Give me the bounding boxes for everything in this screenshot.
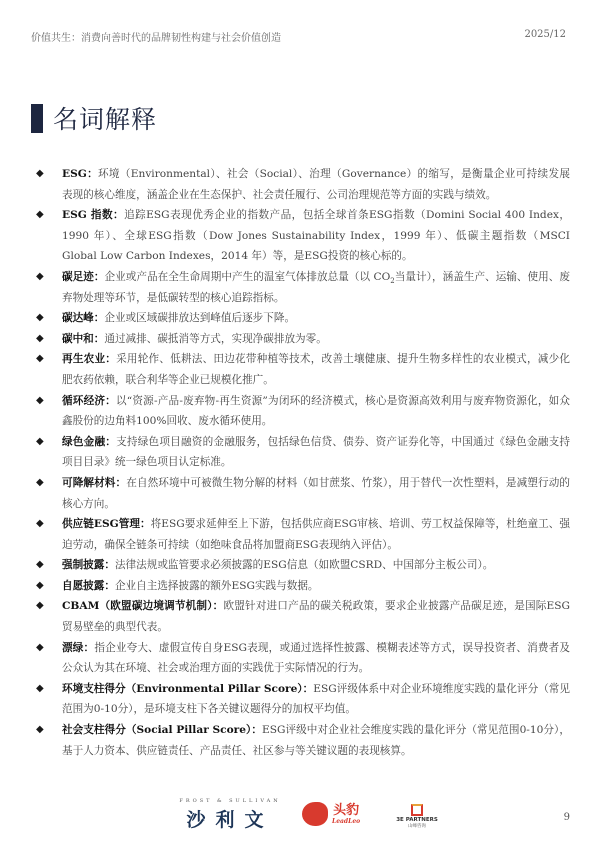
logo-text-en: 3E PARTNERS — [396, 817, 438, 823]
glossary-item — [36, 638, 570, 679]
glossary-term: 强制披露： — [62, 559, 115, 572]
diamond-bullet-icon: ◆ — [36, 312, 44, 324]
glossary-term: 再生农业： — [62, 353, 117, 366]
glossary-term: 可降解材料： — [62, 476, 127, 489]
glossary-term: ESG： — [62, 168, 99, 180]
document-title-header: 价值共生：消费向善时代的品牌韧性构建与社会价值创造 — [31, 33, 281, 44]
diamond-bullet-icon: ◆ — [36, 579, 44, 591]
glossary-list — [36, 164, 570, 761]
glossary-term: 环境支柱得分（Environmental Pillar Score）： — [62, 682, 314, 695]
subscript: 2 — [390, 277, 395, 286]
glossary-definition: 追踪ESG表现优秀企业的指数产品，包括全球首条ESG指数（Domini Social 400 Index，1990 年）、全球ESG指数（Dow Jones Sustainability Index，1999 年）、低碳主题指数（MSCI Global Low Carbon Indexes，2014 年）等，是ESG投资的核心标的。 — [62, 209, 571, 263]
glossary-definition: 通过减排、碳抵消等方式，实现净碳排放为零。 — [104, 332, 327, 345]
diamond-bullet-icon: ◆ — [36, 476, 44, 488]
diamond-bullet-icon: ◆ — [36, 435, 44, 447]
glossary-term: 供应链ESG管理： — [62, 518, 151, 531]
diamond-bullet-icon: ◆ — [36, 332, 44, 344]
logo-text-en: LeadLeo — [332, 817, 361, 825]
diamond-bullet-icon: ◆ — [36, 641, 44, 653]
glossary-definition: 企业自主选择披露的额外ESG实践与数据。 — [114, 579, 319, 592]
diamond-bullet-icon: ◆ — [36, 394, 44, 406]
glossary-definition: 法律法规或监管要求必须披露的ESG信息（如欧盟CSRD、中国部分主板公司）。 — [114, 559, 494, 572]
glossary-term: 碳足迹： — [62, 270, 105, 283]
glossary-term: 绿色金融： — [62, 435, 117, 448]
glossary-definition: 环境（Environmental）、社会（Social）、治理（Governance）的缩写，是衡量企业可持续发展表现的核心维度，涵盖企业在生态保护、社会责任履行、公司治理规范等方面的实践与绩效。 — [62, 168, 570, 201]
glossary-item — [36, 473, 570, 514]
glossary-item — [36, 679, 570, 720]
glossary-definition: 采用轮作、低耕法、田边花带种植等技术，改善土壤健康、提升生物多样性的农业模式，减少化肥农药依赖，联合利华等企业已规模化推广。 — [62, 353, 571, 386]
section-heading — [31, 100, 157, 136]
glossary-term: 碳达峰： — [62, 312, 105, 325]
glossary-definition: 在自然环境中可被微生物分解的材料（如甘蔗浆、竹浆），用于替代一次性塑料，是减塑行动的核心方向。 — [62, 476, 571, 510]
glossary-item — [36, 329, 570, 350]
glossary-item — [36, 555, 570, 576]
footer-logos — [0, 798, 600, 838]
glossary-definition: ESG评级体系中对企业环境维度实践的量化评分（常见范围为0-10分），是环境支柱下各关键议题得分的加权平均值。 — [62, 682, 571, 716]
glossary-item — [36, 514, 570, 555]
diamond-bullet-icon: ◆ — [36, 353, 44, 365]
diamond-bullet-icon: ◆ — [36, 600, 44, 612]
diamond-bullet-icon: ◆ — [36, 518, 44, 530]
glossary-item — [36, 576, 570, 597]
glossary-term: 自愿披露： — [62, 579, 115, 592]
3e-partners-logo — [392, 804, 442, 829]
frost-sullivan-logo — [175, 798, 285, 832]
glossary-item — [36, 432, 570, 473]
glossary-definition: 企业或区域碳排放达到峰值后逐步下降。 — [104, 312, 296, 325]
logo-text-cn: 山峰咨询 — [408, 824, 426, 829]
diamond-bullet-icon: ◆ — [36, 724, 44, 736]
glossary-item — [36, 349, 570, 390]
glossary-definition: ESG评级中对企业社会维度实践的量化评分（常见范围0-10分），基于人力资本、供应链责任、产品责任、社区参与等关键议题的表现核算。 — [62, 724, 570, 757]
logo-text-en: FROST & SULLIVAN — [179, 798, 281, 804]
glossary-item — [36, 205, 570, 267]
square-logo-icon — [411, 804, 423, 816]
diamond-bullet-icon: ◆ — [36, 682, 44, 694]
page-number: 9 — [563, 812, 570, 823]
glossary-item — [36, 596, 570, 637]
glossary-definition: 企业或产品在全生命周期中产生的温室气体排放总量（以 CO — [104, 270, 391, 283]
section-title: 名词解释 — [53, 105, 158, 134]
diamond-bullet-icon: ◆ — [36, 270, 44, 282]
glossary-term: ESG 指数： — [62, 209, 125, 222]
leadleo-logo — [302, 802, 360, 826]
glossary-term: 漂绿： — [62, 641, 95, 654]
glossary-term: CBAM（欧盟碳边境调节机制）： — [62, 600, 224, 613]
glossary-definition: 支持绿色项目融资的金融服务，包括绿色信贷、债券、资产证券化等，中国通过《绿色金融支持项目目录》统一绿色项目认定标准。 — [62, 435, 571, 469]
glossary-term: 循环经济： — [62, 394, 116, 407]
glossary-item — [36, 720, 570, 761]
logo-text-cn: 沙利文 — [186, 809, 274, 831]
title-accent-bar — [31, 104, 43, 133]
document-date: 2025/12 — [524, 29, 566, 40]
glossary-definition: 以“资源-产品-废弃物-再生资源”为闭环的经济模式，核心是资源高效利用与废弃物资源化，如众鑫股份的边角料100%回收、废水循环使用。 — [62, 394, 570, 428]
logo-text-cn: 头豹 — [333, 802, 360, 818]
glossary-item — [36, 308, 570, 329]
glossary-term: 社会支柱得分（Social Pillar Score）： — [62, 724, 263, 737]
glossary-definition: 欧盟针对进口产品的碳关税政策，要求企业披露产品碳足迹，是国际ESG贸易壁垒的典型代表。 — [62, 600, 571, 634]
glossary-item — [36, 267, 570, 308]
diamond-bullet-icon: ◆ — [36, 209, 44, 221]
glossary-term: 碳中和： — [62, 332, 105, 345]
glossary-definition: 将ESG要求延伸至上下游，包括供应商ESG审核、培训、劳工权益保障等，杜绝童工、强迫劳动，确保全链条可持续（如绝味食品将加盟商ESG表现纳入评估）。 — [62, 518, 570, 551]
glossary-item — [36, 391, 570, 432]
leopard-icon — [302, 802, 328, 826]
diamond-bullet-icon: ◆ — [36, 168, 44, 179]
glossary-item — [36, 164, 570, 205]
glossary-definition-rest: 当量计），涵盖生产、运输、使用、废弃物处理等环节，是低碳转型的核心追踪指标。 — [62, 270, 571, 304]
diamond-bullet-icon: ◆ — [36, 559, 44, 571]
glossary-definition: 指企业夸大、虚假宣传自身ESG表现，或通过选择性披露、模糊表述等方式，误导投资者、消费者及公众认为其在环境、社会或治理方面的实践优于实际情况的行为。 — [62, 641, 571, 675]
